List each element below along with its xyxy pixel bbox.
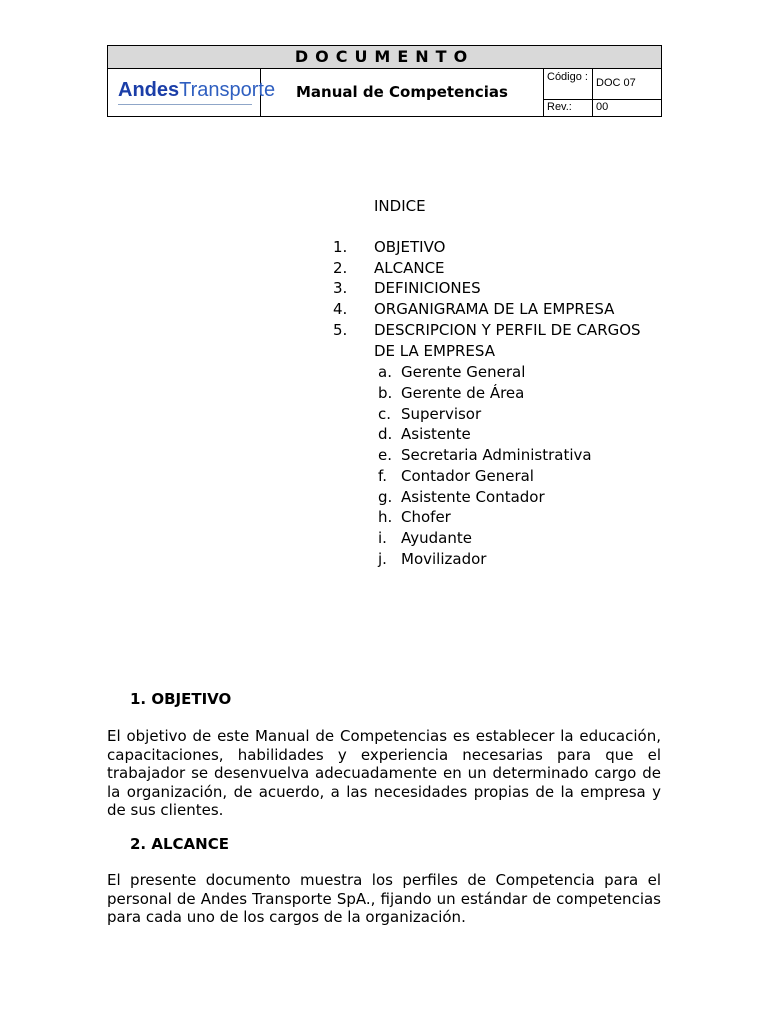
index-item-text: ALCANCE (374, 259, 445, 277)
subitem-letter: a. (378, 363, 392, 381)
section-heading-alcance: 2. ALCANCE (130, 835, 229, 853)
subitem-text: Secretaria Administrativa (401, 446, 592, 464)
subitem-text: Contador General (401, 467, 534, 485)
subitem-text: Movilizador (401, 550, 487, 568)
subitem-letter: g. (378, 488, 393, 506)
company-logo (118, 79, 275, 102)
subitem-letter: j. (378, 550, 387, 568)
section-body-alcance: El presente documento muestra los perfiles de Competencia para el personal de Andes Transporte SpA., fijando un estándar de competencias para cada uno de los cargos de la organización. (107, 871, 661, 926)
index-item-text: ORGANIGRAMA DE LA EMPRESA (374, 300, 615, 318)
index-title: INDICE (374, 197, 426, 215)
logo-text-transporte: Transporte (179, 79, 276, 101)
subitem-letter: f. (378, 467, 387, 485)
rev-label: Rev.: (544, 100, 593, 116)
document-banner: DOCUMENTO (108, 46, 661, 69)
subitem-letter: h. (378, 508, 393, 526)
index-item-number: 2. (333, 259, 348, 277)
logo-cell (108, 68, 276, 116)
subitem-text: Gerente General (401, 363, 526, 381)
subitem-letter: c. (378, 405, 392, 423)
index-item-number: 5. (333, 321, 348, 339)
subitem-text: Ayudante (401, 529, 472, 547)
index-item-text: OBJETIVO (374, 238, 446, 256)
subitem-letter: e. (378, 446, 392, 464)
subitem-letter: i. (378, 529, 387, 547)
subitem-text: Chofer (401, 508, 451, 526)
subitem-text: Supervisor (401, 405, 482, 423)
subitem-text: Asistente Contador (401, 488, 545, 506)
rev-value: 00 (596, 101, 609, 113)
index-item-number: 3. (333, 279, 348, 297)
index-item-number: 1. (333, 238, 348, 256)
logo-text-andes: Andes (118, 79, 180, 101)
subitem-letter: d. (378, 425, 393, 443)
index-item-number: 4. (333, 300, 348, 318)
index-item-text: DE LA EMPRESA (374, 342, 495, 360)
section-heading-objetivo: 1. OBJETIVO (130, 690, 232, 708)
logo-underline (118, 104, 252, 105)
subitem-text: Gerente de Área (401, 384, 525, 402)
code-value: DOC 07 (593, 68, 661, 100)
document-title: Manual de Competencias (261, 68, 544, 116)
code-label: Código : (544, 68, 593, 100)
index-item-text: DEFINICIONES (374, 279, 481, 297)
subitem-text: Asistente (401, 425, 471, 443)
index-item-text: DESCRIPCION Y PERFIL DE CARGOS (374, 321, 641, 339)
subitem-letter: b. (378, 384, 393, 402)
document-header (107, 45, 662, 117)
section-body-objetivo: El objetivo de este Manual de Competencias es establecer la educación, capacitaciones, habilidades y experiencia necesarias para que el trabajador se desenvuelva adecuadamente en un determinado cargo de la organización, de acuerdo, a las necesidades propias de la empresa y de sus clientes. (107, 727, 661, 819)
